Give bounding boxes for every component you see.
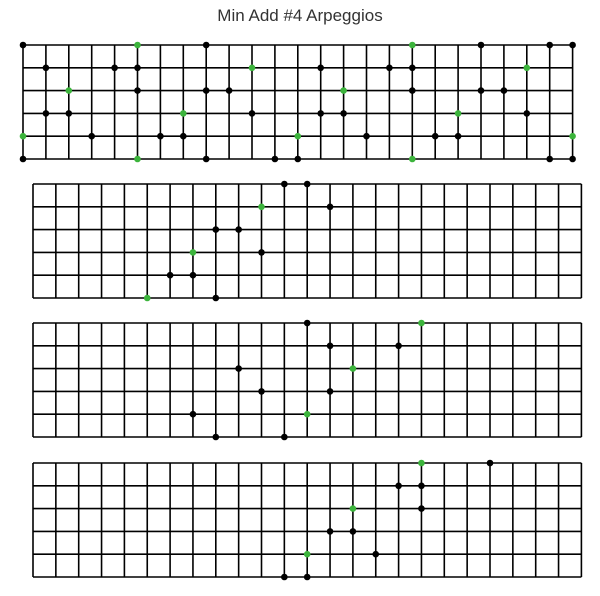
note-dot [569, 42, 576, 49]
note-dot [235, 365, 242, 372]
note-dot [317, 110, 324, 117]
note-dot [249, 110, 256, 117]
note-dot [134, 87, 141, 94]
note-dot [395, 483, 402, 490]
root-note-dot [295, 133, 302, 140]
root-note-dot [249, 65, 256, 72]
root-note-dot [66, 87, 73, 94]
note-dot [546, 42, 553, 49]
root-note-dot [455, 110, 462, 117]
note-dot [327, 204, 334, 211]
note-dot [546, 156, 553, 163]
note-dot [203, 156, 210, 163]
note-dot [418, 505, 425, 512]
root-note-dot [134, 156, 141, 163]
root-note-dot [418, 460, 425, 467]
note-dot [180, 133, 187, 140]
note-dot [409, 87, 416, 94]
note-dot [524, 110, 531, 117]
note-dot [340, 110, 347, 117]
fretboard-position-1 [33, 181, 581, 302]
root-note-dot [304, 551, 311, 558]
note-dot [157, 133, 164, 140]
note-dot [487, 460, 494, 467]
note-dot [304, 320, 311, 327]
root-note-dot [569, 133, 576, 140]
note-dot [272, 156, 279, 163]
note-dot [43, 65, 50, 72]
root-note-dot [350, 505, 357, 512]
note-dot [111, 65, 118, 72]
root-note-dot [134, 42, 141, 49]
note-dot [190, 272, 197, 279]
root-note-dot [340, 87, 347, 94]
note-dot [372, 551, 379, 558]
note-dot [304, 574, 311, 581]
note-dot [43, 110, 50, 117]
note-dot [190, 411, 197, 418]
note-dot [317, 65, 324, 72]
note-dot [327, 343, 334, 350]
note-dot [478, 42, 485, 49]
root-note-dot [418, 320, 425, 327]
note-dot [258, 388, 265, 395]
root-note-dot [258, 204, 265, 211]
note-dot [213, 226, 220, 233]
root-note-dot [180, 110, 187, 117]
note-dot [478, 87, 485, 94]
note-dot [569, 156, 576, 163]
root-note-dot [20, 133, 27, 140]
root-note-dot [350, 365, 357, 372]
page-title: Min Add #4 Arpeggios [217, 6, 383, 25]
note-dot [386, 65, 393, 72]
note-dot [395, 343, 402, 350]
note-dot [409, 65, 416, 72]
note-dot [213, 434, 220, 441]
root-note-dot [144, 295, 151, 302]
note-dot [363, 133, 370, 140]
note-dot [167, 272, 174, 279]
fretboard-position-3 [33, 460, 581, 581]
note-dot [281, 434, 288, 441]
note-dot [258, 249, 265, 256]
note-dot [88, 133, 95, 140]
note-dot [281, 181, 288, 188]
root-note-dot [524, 65, 531, 72]
note-dot [20, 156, 27, 163]
note-dot [203, 87, 210, 94]
note-dot [213, 295, 220, 302]
root-note-dot [409, 42, 416, 49]
note-dot [134, 65, 141, 72]
note-dot [304, 181, 311, 188]
note-dot [295, 156, 302, 163]
note-dot [327, 388, 334, 395]
root-note-dot [190, 249, 197, 256]
note-dot [20, 42, 27, 49]
note-dot [432, 133, 439, 140]
note-dot [226, 87, 233, 94]
note-dot [235, 226, 242, 233]
note-dot [455, 133, 462, 140]
note-dot [418, 483, 425, 490]
root-note-dot [304, 411, 311, 418]
fretboard-full-neck [20, 42, 576, 163]
note-dot [203, 42, 210, 49]
note-dot [501, 87, 508, 94]
root-note-dot [409, 156, 416, 163]
note-dot [350, 528, 357, 535]
note-dot [327, 528, 334, 535]
note-dot [281, 574, 288, 581]
fretboard-position-2 [33, 320, 581, 441]
note-dot [66, 110, 73, 117]
